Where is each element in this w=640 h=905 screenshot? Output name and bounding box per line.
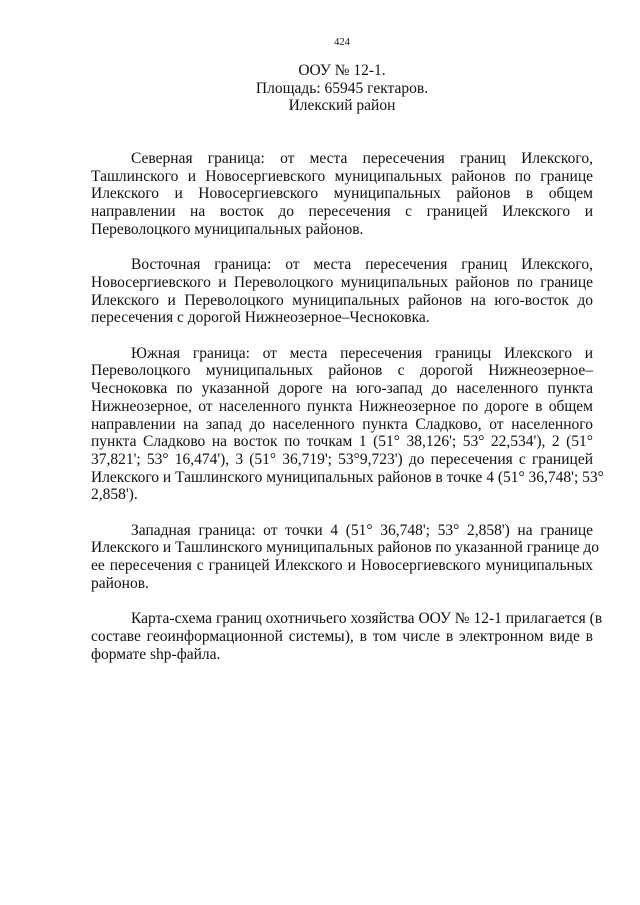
text-line: Северная граница: от места пересечения границ Илекского, <box>131 150 593 167</box>
text-line: Карта-схема границ охотничьего хозяйства ООУ № 12-1 прилагается (в <box>131 610 603 628</box>
title-line: ООУ № 12-1. <box>298 62 386 79</box>
text-line: ее пересечения с границей Илекского и Новосергиевского муниципальных <box>91 557 593 575</box>
text-line: Восточная граница: от места пересечения границ Илекского, <box>131 256 593 274</box>
title-line: Илекский район <box>288 97 396 115</box>
text-line: Южная граница: от места пересечения границы Илекского и <box>131 344 593 362</box>
text-line: Илекского и Новосергиевского муниципальных районов в общем <box>91 185 593 203</box>
text-line: 37,821'; 53° 16,474'), 3 (51° 36,719'; 53°9,723') до пересечения с границей <box>91 450 593 468</box>
paragraph-east-border <box>91 256 593 327</box>
text-line: составе геоинформационной системы), в том числе в электронном виде в <box>91 627 593 645</box>
text-line: Переволоцкого муниципальных районов с дорогой Нижнеозерное– <box>91 362 593 380</box>
paragraph-map-note <box>91 610 603 663</box>
title-line: Площадь: 65945 гектаров. <box>255 79 429 97</box>
text-line: пересечения с дорогой Нижнеозерное–Чесноковка. <box>91 309 430 327</box>
document-body <box>91 150 604 681</box>
text-line: Переволоцкого муниципальных районов. <box>91 220 364 238</box>
text-line: Илекского и Переволоцкого муниципальных районов на юго-восток до <box>91 291 593 309</box>
text-line: Чесноковка по указанной дороге на юго-запад до населенного пункта <box>91 380 593 398</box>
text-line: Новосергиевского и Переволоцкого муниципальных районов по границе <box>91 273 593 291</box>
paragraph-south-border <box>91 344 604 504</box>
text-line: Ташлинского и Новосергиевского муниципальных районов по границе <box>91 167 593 185</box>
text-line: формате shp-файла. <box>91 645 221 663</box>
page-number: 424 <box>334 37 350 48</box>
text-line: Западная граница: от точки 4 (51° 36,748'; 53° 2,858') на границе <box>131 521 593 539</box>
text-line: пункта Сладково на восток по точкам 1 (51° 38,126'; 53° 22,534'), 2 (51° <box>91 433 593 451</box>
text-line: Илекского и Ташлинского муниципальных районов по указанной границе до <box>91 539 600 557</box>
paragraph-north-border <box>91 150 593 239</box>
text-line: направлении на восток до пересечения с границей Илекского и <box>91 203 593 221</box>
text-line: Нижнеозерное, от населенного пункта Нижнеозерное по дороге в общем <box>91 397 593 415</box>
text-line: направлении на запад до населенного пункта Сладково, от населенного <box>91 415 593 433</box>
document-title <box>91 62 593 115</box>
paragraph-west-border <box>91 521 600 593</box>
text-line: Илекского и Ташлинского муниципальных районов в точке 4 (51° 36,748'; 53° <box>91 468 604 486</box>
text-line: районов. <box>91 574 149 592</box>
text-line: 2,858'). <box>91 486 138 504</box>
